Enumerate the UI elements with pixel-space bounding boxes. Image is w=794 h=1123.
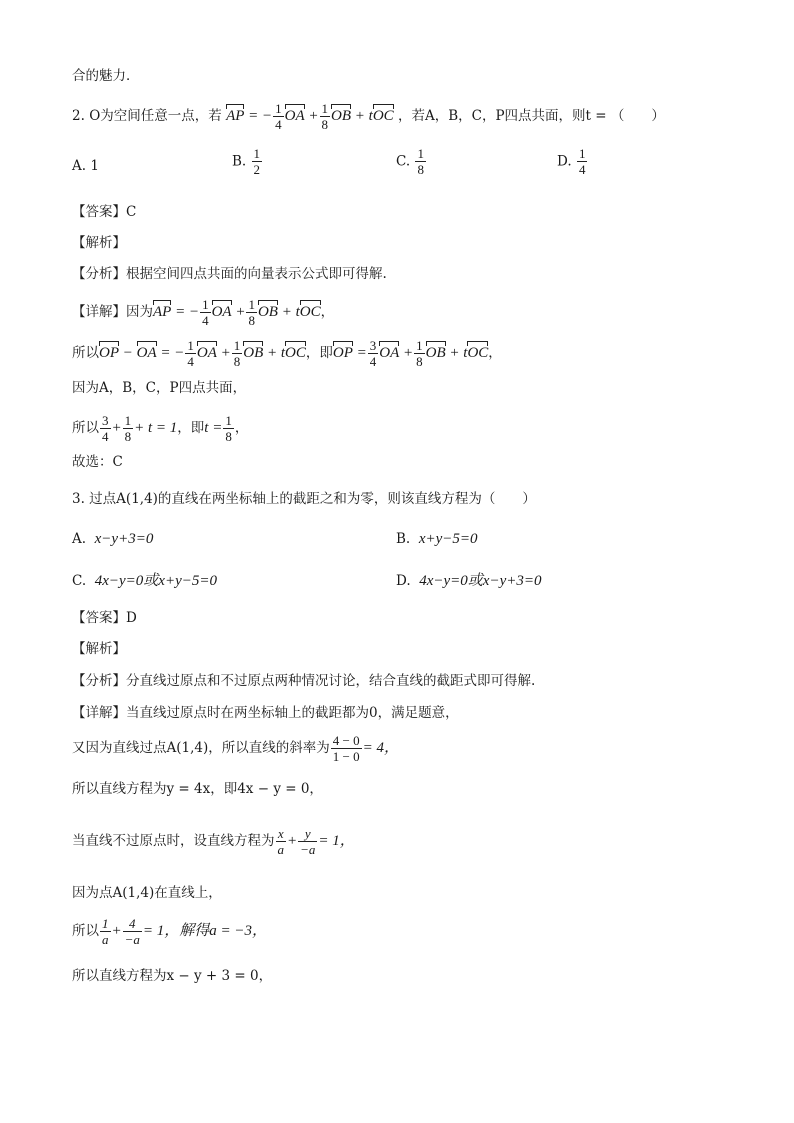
q2-detail-1: 【详解】因为AP = − $\frac{1}{4}$ OA + $\frac{1}{8}$ OB + tOC， [72, 297, 335, 328]
q2-option-a: A. 1 [72, 158, 99, 174]
q3-detail-2: 又因为直线过点A(1,4)，所以直线的斜率为 $\frac{4 - 0}{1 - 0}$ = 4， [72, 733, 399, 764]
q3-option-c: C. 4x−y=0或x+y−5=0 [72, 573, 217, 589]
q2-option-d: D. $\frac{1}{4}$ [557, 146, 586, 177]
q2-choose: 故选：C [72, 454, 123, 470]
q2-option-b: B. $\frac{1}{2}$ [232, 146, 261, 177]
q2-detail-2: 所以OP − OA = − $\frac{1}{4}$ OA + $\frac{1}{8}$ OB + tOC，即OP = $\frac{3}{4}$ OA + $\frac{1}{8}$ OB + tOC， [72, 338, 502, 369]
q2-number: 2. [72, 108, 85, 124]
q2-analysis: 【分析】根据空间四点共面的向量表示公式即可得解. [72, 266, 387, 282]
q3-detail-1: 【详解】当直线过原点时在两坐标轴上的截距都为0，满足题意， [72, 705, 459, 721]
q3-option-b: B. x+y−5=0 [396, 531, 478, 547]
q3-analysis: 【分析】分直线过原点和不过原点两种情况讨论，结合直线的截距式即可得解. [72, 673, 536, 689]
q3-detail-4: 当直线不过原点时，设直线方程为 $\frac{x}{a}$ + $\frac{y}{-a}$ = 1， [72, 826, 355, 857]
q2-detail-4: 所以 $\frac{3}{4}$ + $\frac{1}{8}$ + t = 1，即t = $\frac{1}{8}$ ， [72, 413, 249, 444]
q3-detail-3: 所以直线方程为y = 4x，即4x − y = 0， [72, 781, 323, 797]
q3-option-d: D. 4x−y=0或x−y+3=0 [396, 573, 542, 589]
q3-answer: 【答案】D [72, 610, 137, 626]
q3-detail-7: 所以直线方程为x − y + 3 = 0， [72, 968, 273, 984]
q3-analysis-head: 【解析】 [72, 641, 126, 657]
q3-stem: 3. 过点A(1,4)的直线在两坐标轴上的截距之和为零，则该直线方程为（ ） [72, 491, 536, 507]
q3-option-a: A. x−y+3=0 [72, 531, 154, 547]
q2-option-c: C. $\frac{1}{8}$ [396, 146, 424, 177]
top-line: 合的魅力． [72, 68, 140, 84]
q2-stem: 2. O为空间任意一点，若 AP = − $\frac{1}{4}$ OA + $\frac{1}{8}$ OB + tOC ，若A，B，C，P四点共面，则t = （ ） [72, 101, 665, 132]
q2-detail-3: 因为A，B，C，P四点共面， [72, 380, 247, 396]
q3-detail-6: 所以 $\frac{1}{a}$ + $\frac{4}{-a}$ = 1，解得a = −3， [72, 916, 268, 947]
q3-detail-5: 因为点A(1,4)在直线上， [72, 885, 222, 901]
q2-stem-a: O为空间任意一点，若 [89, 108, 222, 124]
q2-analysis-head: 【解析】 [72, 235, 126, 251]
q2-answer: 【答案】C [72, 204, 137, 220]
q2-stem-b: ，若A，B，C，P四点共面，则t = （ ） [397, 108, 665, 124]
